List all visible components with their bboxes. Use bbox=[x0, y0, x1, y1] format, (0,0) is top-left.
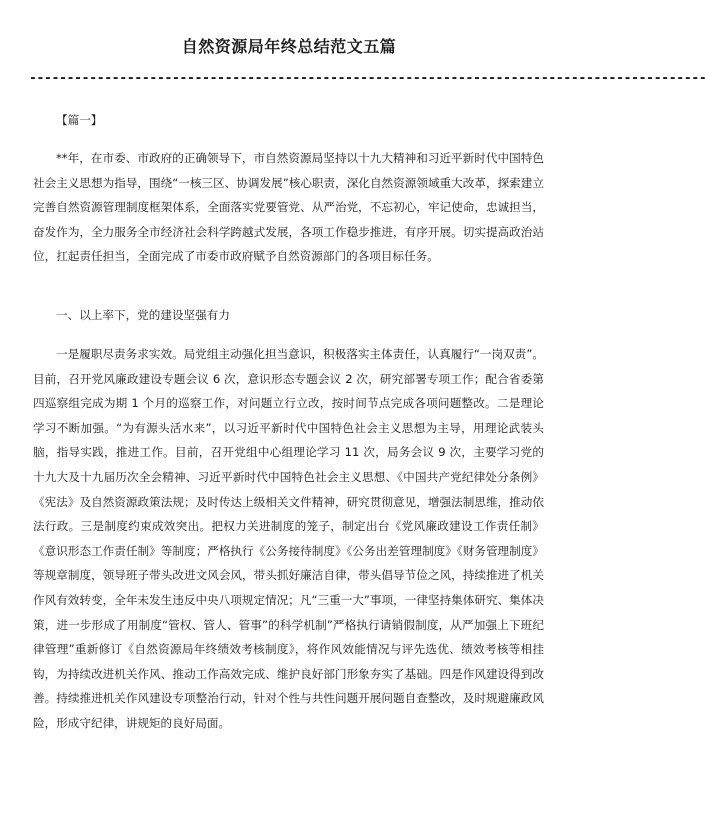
section-heading: 一、以上率下，党的建设坚强有力 bbox=[56, 308, 230, 322]
document-title: 自然资源局年终总结范文五篇 bbox=[181, 37, 397, 56]
section-label: 【篇一】 bbox=[56, 113, 103, 127]
intro-paragraph: **年，在市委、市政府的正确领导下，市自然资源局坚持以十九大精神和习近平新时代中国特色社会主义思想为指导，围绕“一核三区、协调发展”核心职责，深化自然资源领域重大改革，探索建立完善自然资源管理制度框架体系，全面落实党要管党、从严治党，不忘初心，牢记使命，忠诚担当，奋发作为，全力服务全市经济社会科学跨越式发展，各项工作稳步推进，有序开展。切实提高政治站位，扛起责任担当，全面完成了市委市政府赋予自然资源部门的各项目标任务。 bbox=[33, 151, 544, 264]
dashed-separator: ------------------------------------------------------------------------------------------ bbox=[29, 71, 706, 86]
body-paragraph: 一是履职尽责务求实效。局党组主动强化担当意识，积极落实主体责任，认真履行“一岗双责”。目前，召开党风廉政建设专题会议 6 次，意识形态专题会议 2 次，研究部署专项工作；配合省委第四巡察组完成为期 1 个月的巡察工作，对问题立行立改，按时间节点完成各项问题整改。二是理论学习不断加强。“为有源头活水来”，以习近平新时代中国特色社会主义思想为主导，用理论武装头脑，指导实践，推进工作。目前，召开党组中心组理论学习 11 次，局务会议 9 次，主要学习党的十九大及十九届历次全会精神、习近平新时代中国特色社会主义思想、《中国共产党纪律处分条例》《宪法》及自然资源政策法规；及时传达上级相关文件精神，研究贯彻意见，增强法制思维，推动依法行政。三是制度约束成效突出。把权力关进制度的笼子，制定出台《党风廉政建设工作责任制》《意识形态工作责任制》等制度；严格执行《公务接待制度》《公务出差管理制度》《财务管理制度》等规章制度，领导班子带头改进文风会风，带头抓好廉洁自律，带头倡导节俭之风，持续推进了机关作风有效转变，全年未发生违反中央八项规定情况；凡“三重一大”事项，一律坚持集体研究、集体决策，进一步形成了用制度“管权、管人、管事”的科学机制”严格执行请销假制度，从严加强上下班纪律管理”重新修订《自然资源局年终绩效考核制度》，将作风效能情况与评先选优、绩效考核等相挂钩，为持续改进机关作风、推动工作高效完成、维护良好部门形象夯实了基础。四是作风建设得到改善。持续推进机关作风建设专项整治行动，针对个性与共性问题开展问题自查整改，及时规避廉政风险，形成守纪律，讲规矩的良好局面。 bbox=[33, 347, 544, 730]
